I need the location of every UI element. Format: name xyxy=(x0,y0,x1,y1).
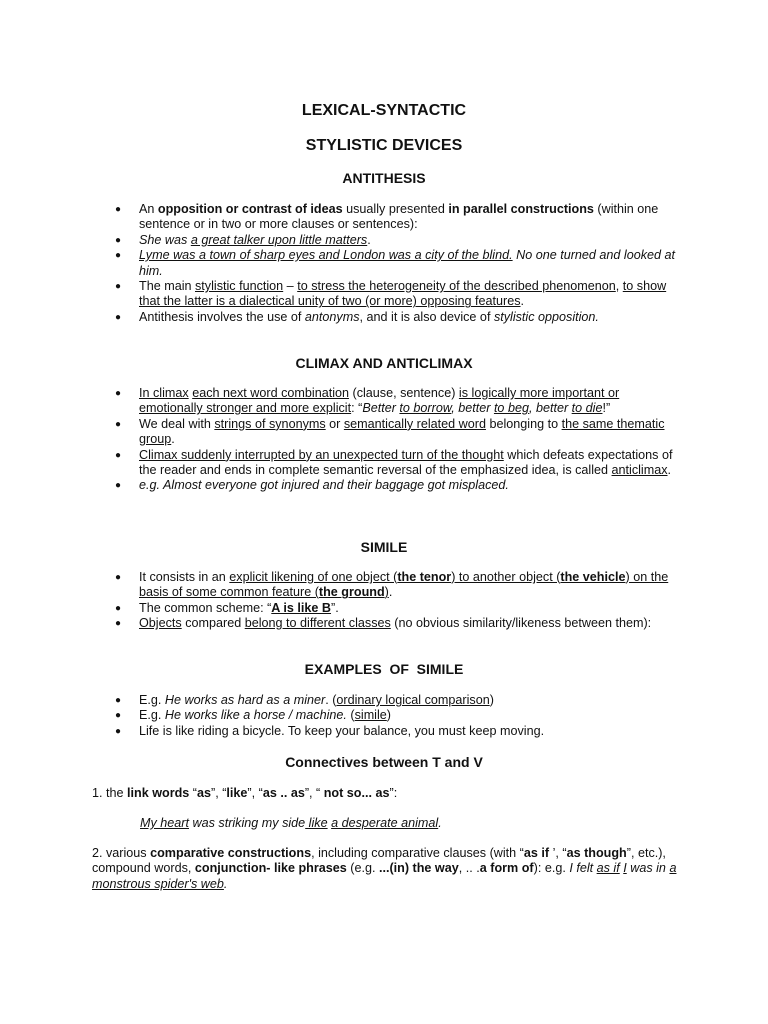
text: a desperate animal xyxy=(331,816,439,830)
text: ) xyxy=(386,708,391,723)
text: Life is like riding a bicycle. To keep your balance, you must keep moving. xyxy=(139,723,545,738)
text: , xyxy=(615,279,623,294)
text: Antithesis involves the use of xyxy=(139,309,305,324)
text: ’, “ xyxy=(549,846,567,860)
text: link words xyxy=(127,786,190,800)
text: a form of xyxy=(479,861,534,876)
text: No one turned and looked at him. xyxy=(139,248,676,278)
text: Objects xyxy=(139,616,182,631)
text: “ xyxy=(189,786,197,800)
list-item xyxy=(110,202,680,233)
text: belonging to xyxy=(485,416,562,431)
section-heading-antithesis: ANTITHESIS xyxy=(342,170,426,186)
text: , better xyxy=(451,401,494,416)
list-item xyxy=(110,386,680,417)
text: each next word combination xyxy=(192,386,350,400)
text: simile xyxy=(354,708,387,723)
connectives-item-2 xyxy=(92,846,682,892)
text: . xyxy=(223,876,228,891)
text: or xyxy=(325,416,344,431)
text: the vehicle xyxy=(560,570,626,584)
text: E.g. xyxy=(139,708,165,723)
list-item xyxy=(110,616,680,631)
text: a great talker upon little matters xyxy=(190,232,368,247)
text: E.g. xyxy=(139,693,165,707)
text: the same thematic group xyxy=(139,416,665,447)
text: . xyxy=(520,294,525,309)
text: An xyxy=(139,202,158,216)
text: which defeats expectations of the reader and ends in complete semantic reversal of the emphasized idea, is called xyxy=(139,447,673,478)
text: It consists in an xyxy=(139,570,230,584)
examples-list xyxy=(110,693,680,739)
text: !” xyxy=(602,401,611,416)
list-item xyxy=(110,310,680,325)
text: , better xyxy=(528,401,572,416)
text: not so... as xyxy=(323,786,390,800)
text: conjunction- like phrases xyxy=(194,861,347,876)
text: 1. the xyxy=(92,786,128,800)
text: The main xyxy=(139,279,195,294)
doc-title: LEXICAL-SYNTACTIC xyxy=(301,102,467,119)
text: to die xyxy=(571,401,603,416)
text: Climax suddenly interrupted by an unexpected turn of the thought xyxy=(139,447,504,462)
connectives-item-1 xyxy=(92,786,682,801)
text: (e.g. xyxy=(346,861,379,876)
text: ) on the basis of some common feature ( xyxy=(139,570,669,600)
text: as .. as xyxy=(262,786,305,800)
list-item xyxy=(110,708,680,723)
text: was striking my side xyxy=(189,816,306,830)
text: is logically more important or emotionally stronger and more explicit xyxy=(139,386,620,416)
text: ...(in) the way xyxy=(378,861,459,876)
text: ( xyxy=(346,708,355,723)
antithesis-list xyxy=(110,202,680,325)
list-item xyxy=(110,601,680,616)
simile-list xyxy=(110,570,680,632)
text: e.g. Almost everyone got injured and their baggage got misplaced. xyxy=(139,478,509,493)
connectives-example xyxy=(140,816,730,831)
text: to borrow xyxy=(399,401,452,416)
text: . xyxy=(667,463,672,478)
text: : “ xyxy=(351,401,363,416)
text: opposition or contrast of ideas xyxy=(157,202,343,216)
text: to stress the heterogeneity of the described phenomenon xyxy=(297,279,616,294)
text: We deal with xyxy=(139,416,215,431)
text: ”, “ xyxy=(304,786,324,800)
text: to show that the latter is a dialectical unity of two (or more) opposing features xyxy=(139,279,667,309)
list-item xyxy=(110,570,680,601)
text: comparative constructions xyxy=(150,846,312,860)
text: usually presented xyxy=(342,202,449,216)
doc-subtitle: STYLISTIC DEVICES xyxy=(305,137,463,154)
text: strings of synonyms xyxy=(214,416,326,431)
text: stylistic opposition. xyxy=(493,309,599,324)
text: stylistic function xyxy=(195,279,284,294)
text: the ground xyxy=(318,585,385,600)
text: He works as hard as a miner xyxy=(164,693,326,707)
text: was in xyxy=(626,861,670,876)
text: . xyxy=(438,816,442,830)
list-item xyxy=(110,693,680,708)
text: ”: xyxy=(389,786,398,800)
text: Lyme was a town of sharp eyes and London was a city of the blind. xyxy=(139,248,513,263)
text: ”, “ xyxy=(247,786,263,800)
text: – xyxy=(283,279,298,294)
text: ): e.g. xyxy=(533,861,570,876)
text: I felt xyxy=(569,861,597,876)
text: ”. xyxy=(331,600,339,615)
text: ) xyxy=(489,693,494,707)
text: as if xyxy=(523,846,550,860)
text: (no obvious similarity/likeness between them): xyxy=(390,616,652,631)
text: I xyxy=(623,861,627,876)
list-item xyxy=(110,233,680,248)
text: , including comparative clauses (with “ xyxy=(311,846,524,860)
text: like xyxy=(226,786,248,800)
text: belong to different classes xyxy=(244,616,391,631)
list-item xyxy=(110,248,680,279)
text: a monstrous spider's web xyxy=(92,861,677,891)
text: ”, etc.), compound words, xyxy=(92,846,666,876)
text: (within one sentence or in two or more clauses or sentences): xyxy=(139,202,659,232)
text: compared xyxy=(181,616,245,631)
text: as xyxy=(197,786,212,800)
list-item xyxy=(110,448,680,479)
text: the tenor xyxy=(397,570,452,584)
text: anticlimax xyxy=(611,463,668,478)
text: in parallel constructions xyxy=(448,202,594,216)
list-item xyxy=(110,279,680,310)
text: explicit likening of one object ( xyxy=(229,570,398,584)
text: (clause, sentence) xyxy=(349,386,459,400)
text: In climax xyxy=(139,386,189,400)
text: semantically related word xyxy=(343,416,486,431)
climax-list xyxy=(110,386,680,494)
text: , and it is also device of xyxy=(359,309,494,324)
text: as though xyxy=(566,846,627,860)
text: My heart xyxy=(140,816,189,830)
text: , .. . xyxy=(458,861,480,876)
text: The common scheme: “ xyxy=(139,600,272,615)
section-heading-examples: EXAMPLES OF SIMILE xyxy=(304,661,464,677)
text: to beg xyxy=(493,401,529,416)
list-item xyxy=(110,724,680,739)
text: He works like a horse / machine. xyxy=(164,708,347,723)
text: as if xyxy=(596,861,620,876)
text: ) xyxy=(384,585,389,600)
text: antonyms xyxy=(304,309,360,324)
list-item xyxy=(110,478,680,493)
section-heading-climax: CLIMAX AND ANTICLIMAX xyxy=(295,355,473,371)
list-item xyxy=(110,417,680,448)
text: . xyxy=(367,232,371,247)
text: ”, “ xyxy=(211,786,227,800)
text: . xyxy=(171,432,175,447)
text: She was xyxy=(139,232,191,247)
text: . xyxy=(388,585,393,600)
text: like xyxy=(305,816,328,830)
text: Better xyxy=(362,401,400,416)
text: ) to another object ( xyxy=(451,570,561,584)
text: . ( xyxy=(325,693,337,707)
section-heading-connectives: Connectives between T and V xyxy=(285,754,483,770)
text: A is like B xyxy=(271,600,332,615)
text: 2. various xyxy=(92,846,151,860)
section-heading-simile: SIMILE xyxy=(360,539,408,555)
text: ordinary logical comparison xyxy=(336,693,490,707)
